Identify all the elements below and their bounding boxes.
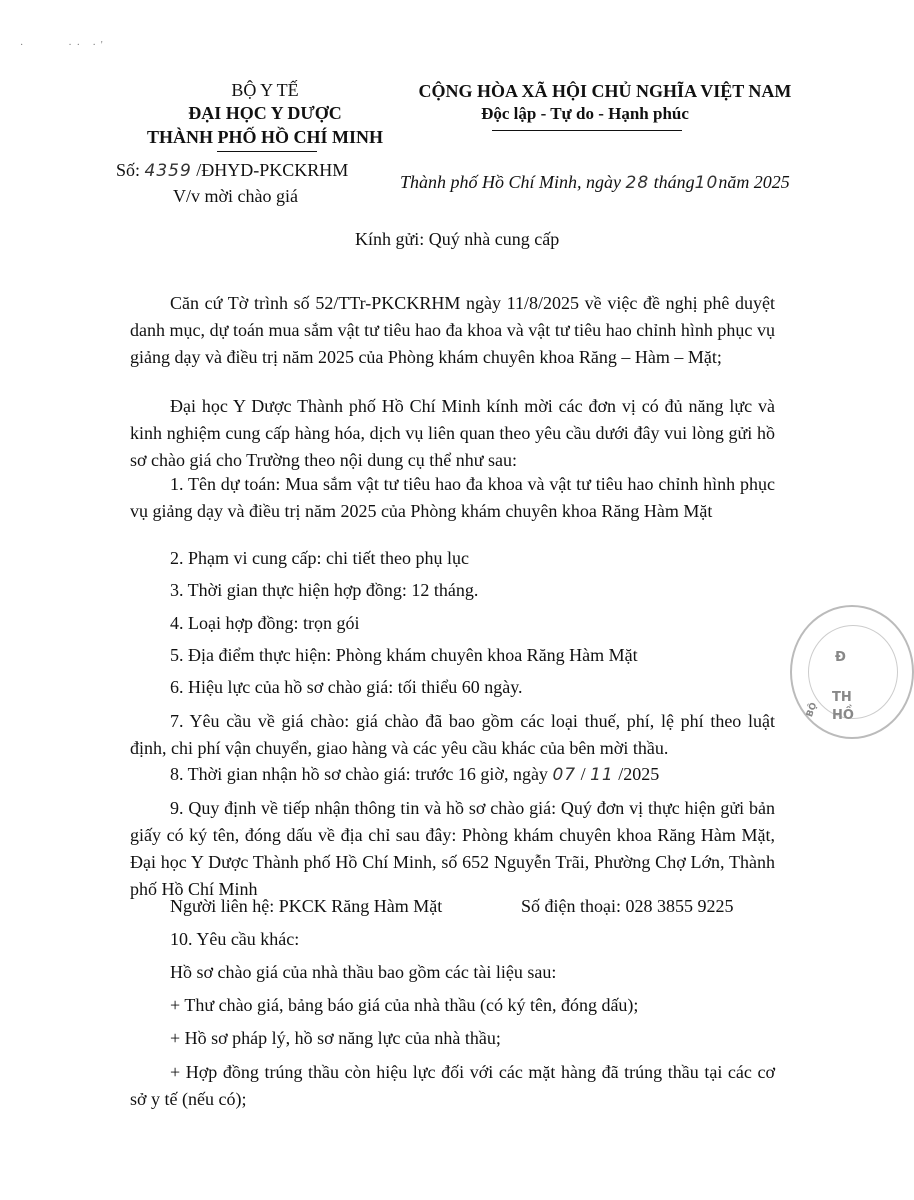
national-motto: Độc lập - Tự do - Hạnh phúc	[481, 104, 689, 123]
date-month-label: tháng	[653, 172, 695, 192]
seal-text-3: HỒ	[832, 708, 854, 723]
date-prefix: Thành phố Hồ Chí Minh, ngày	[400, 172, 622, 192]
item-contract-duration: 3. Thời gian thực hiện hợp đồng: 12 tháng.	[170, 580, 479, 600]
deadline-year: /2025	[618, 764, 660, 784]
contact-person: Người liên hệ: PKCK Răng Hàm Mặt	[170, 896, 443, 916]
item-price-requirements: 7. Yêu cầu về giá chào: giá chào đã bao gồm các loại thuế, phí, lệ phí theo luật định, chi phí vận chuyển, giao hàng và các yêu cầu khác của bên mời thầu.	[130, 711, 775, 758]
seal-text-4: BỘ	[805, 701, 820, 719]
item-other-requirements: 10. Yêu cầu khác:	[170, 929, 300, 949]
item-contract-type: 4. Loại hợp đồng: trọn gói	[170, 613, 360, 633]
header-left-divider	[217, 151, 317, 152]
official-seal-inner-ring	[808, 625, 898, 719]
document-item-quotation: + Thư chào giá, bảng báo giá của nhà thầu (có ký tên, đóng dấu);	[170, 995, 639, 1015]
seal-text-2: TH	[832, 690, 852, 705]
item-supply-scope: 2. Phạm vi cung cấp: chi tiết theo phụ lục	[170, 548, 469, 568]
ref-prefix: Số:	[116, 160, 141, 180]
seal-text-1: Đ	[835, 650, 846, 665]
document-item-legal: + Hồ sơ pháp lý, hồ sơ năng lực của nhà thầu;	[170, 1028, 501, 1048]
item-quote-validity: 6. Hiệu lực của hồ sơ chào giá: tối thiểu 60 ngày.	[170, 677, 523, 697]
document-date	[400, 172, 790, 193]
subject-line: V/v mời chào giá	[173, 186, 298, 206]
scan-specks: · · · · '	[20, 40, 103, 51]
item-location: 5. Địa điểm thực hiện: Phòng khám chuyên khoa Răng Hàm Mặt	[170, 645, 638, 665]
ref-number-handwritten: 4359	[144, 161, 192, 181]
paragraph-invitation: Đại học Y Dược Thành phố Hồ Chí Minh kính mời các đơn vị có đủ năng lực và kinh nghiệm cung cấp hàng hóa, dịch vụ liên quan theo yêu cầu dưới đây vui lòng gửi hồ sơ chào giá cho Trường theo nội dung cụ thể như sau:	[130, 396, 775, 470]
documents-intro: Hồ sơ chào giá của nhà thầu bao gồm các tài liệu sau:	[170, 962, 557, 982]
date-year: năm 2025	[718, 172, 790, 192]
date-month-handwritten: 10	[694, 173, 719, 193]
deadline-text: 8. Thời gian nhận hồ sơ chào giá: trước 16 giờ, ngày	[170, 764, 548, 784]
contact-phone: Số điện thoại: 028 3855 9225	[521, 896, 734, 916]
country-name: CỘNG HÒA XÃ HỘI CHỦ NGHĨA VIỆT NAM	[418, 81, 792, 101]
document-item-contracts: + Hợp đồng trúng thầu còn hiệu lực đối với các mặt hàng đã trúng thầu tại các cơ sở y tế (nếu có);	[130, 1062, 775, 1109]
item-submission-rules: 9. Quy định về tiếp nhận thông tin và hồ sơ chào giá: Quý đơn vị thực hiện gửi bản giấy có ký tên, đóng dấu về địa chỉ sau đây: Phòng khám chuyên khoa Răng Hàm Mặt, Đại học Y Dược Thành phố Hồ Chí Minh, số 652 Nguyễn Trãi, Phường Chợ Lớn, Thành phố Hồ Chí Minh	[130, 798, 775, 899]
ministry-name: BỘ Y TẾ	[231, 80, 299, 100]
item-estimate-name: 1. Tên dự toán: Mua sắm vật tư tiêu hao đa khoa và vật tư tiêu hao chỉnh hình phục vụ giảng dạy và điều trị năm 2025 của Phòng khám chuyên khoa Răng Hàm Mặt	[130, 474, 775, 521]
item-submission-deadline: 8. Thời gian nhận hồ sơ chào giá: trước 16 giờ, ngày 07 / 11 /2025	[170, 764, 660, 785]
greeting-line: Kính gửi: Quý nhà cung cấp	[355, 229, 560, 249]
paragraph-legal-basis: Căn cứ Tờ trình số 52/TTr-PKCKRHM ngày 11/8/2025 về việc đề nghị phê duyệt danh mục, dự toán mua sắm vật tư tiêu hao đa khoa và vật tư tiêu hao chỉnh hình phục vụ giảng dạy và điều trị năm 2025 của Phòng khám chuyên khoa Răng – Hàm – Mặt;	[130, 293, 775, 367]
ref-suffix: /ĐHYD-PKCKRHM	[196, 160, 349, 180]
header-right-divider	[492, 130, 682, 131]
deadline-day-handwritten: 07	[552, 765, 577, 785]
date-day-handwritten: 28	[625, 173, 650, 193]
document-reference	[116, 160, 348, 181]
university-name-line1: ĐẠI HỌC Y DƯỢC	[188, 103, 342, 123]
deadline-month-handwritten: 11	[590, 765, 614, 785]
university-name-line2: THÀNH PHỐ HỒ CHÍ MINH	[146, 127, 383, 147]
